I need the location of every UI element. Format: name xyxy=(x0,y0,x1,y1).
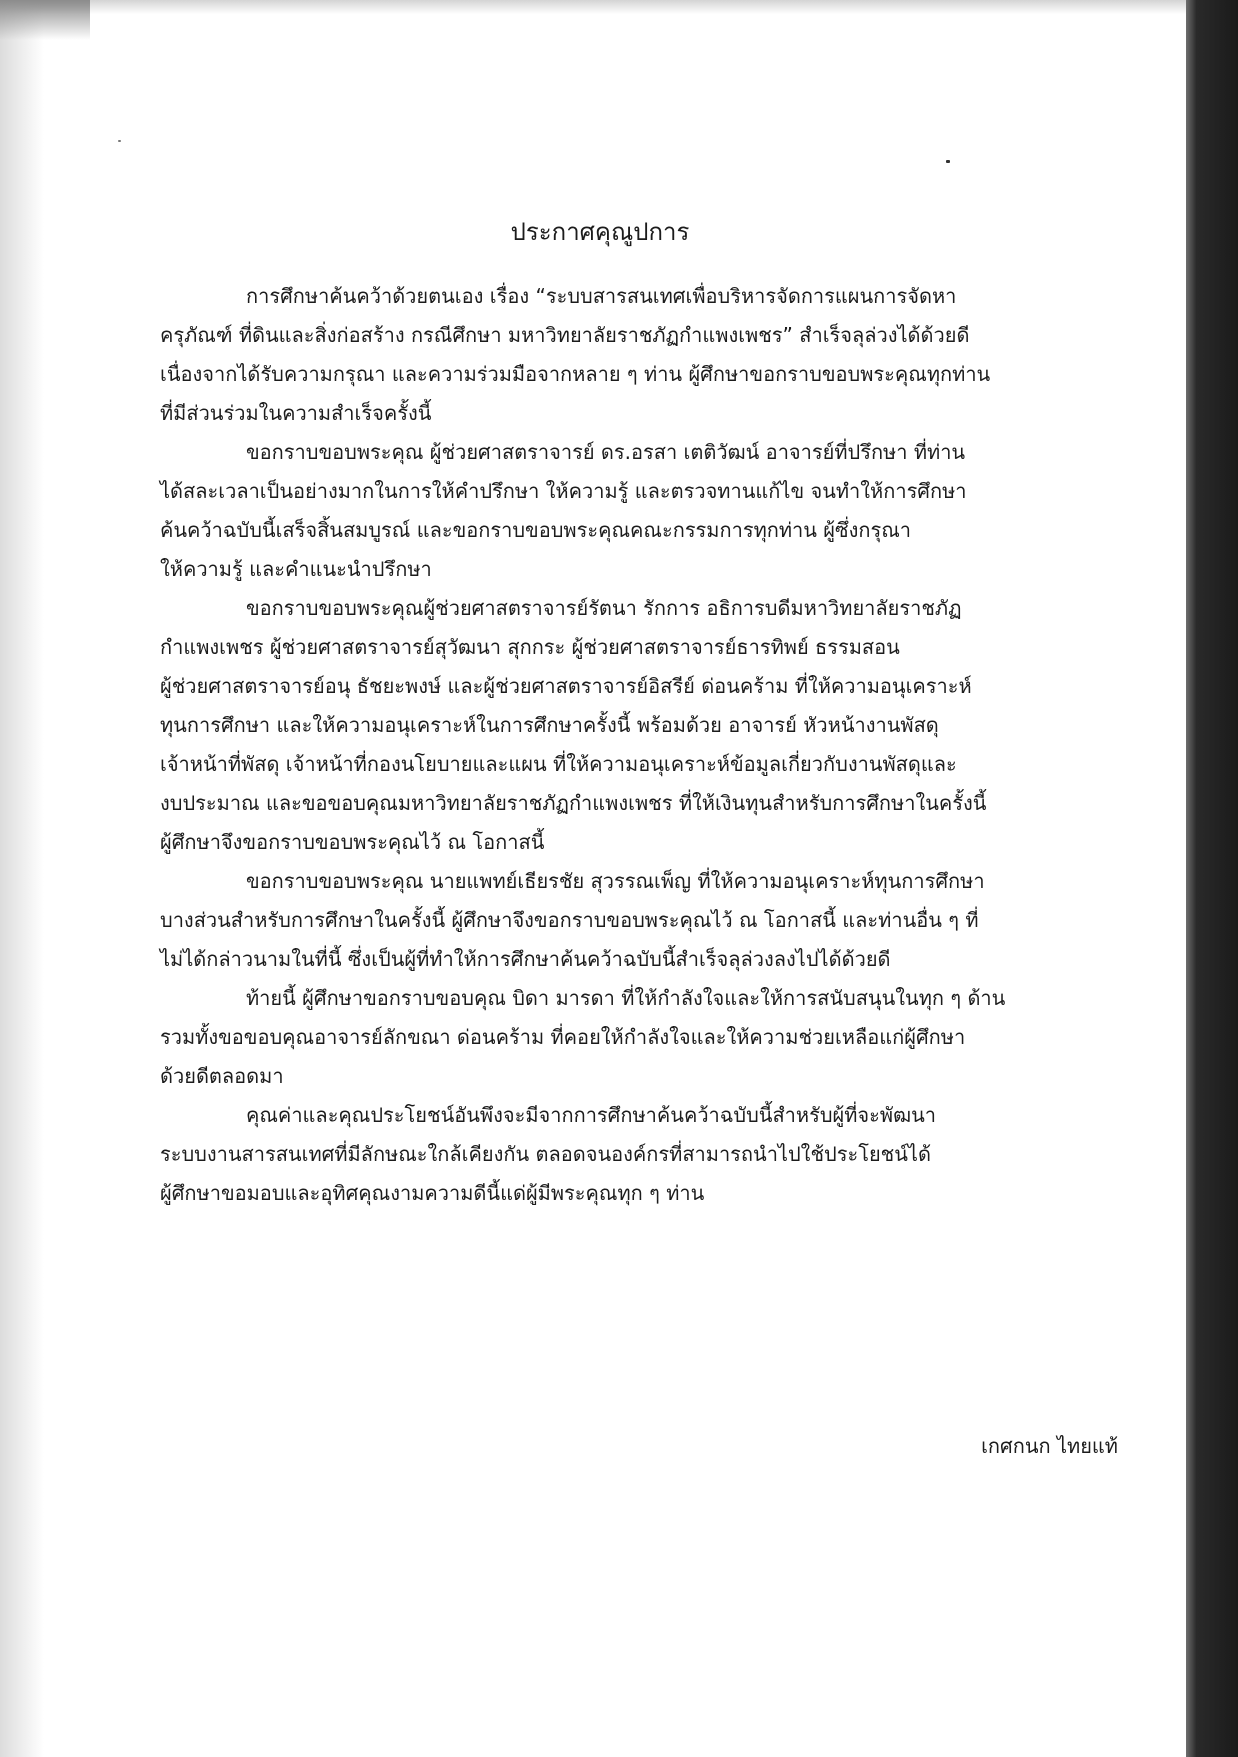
text-line: งบประมาณ และขอขอบคุณมหาวิทยาลัยราชภัฏกำแพงเพชร ที่ให้เงินทุนสำหรับการศึกษาในครั้งนี้ xyxy=(160,791,987,815)
paragraph-sponsor xyxy=(160,862,1040,979)
text-line: ทุนการศึกษา และให้ความอนุเคราะห์ในการศึกษาครั้งนี้ พร้อมด้วย อาจารย์ หัวหน้างานพัสดุ xyxy=(160,713,939,737)
text-line: ขอกราบขอบพระคุณ ผู้ช่วยศาสตราจารย์ ดร.อรสา เตติวัฒน์ อาจารย์ที่ปรึกษา ที่ท่าน xyxy=(246,440,966,464)
text-line: ด้วยดีตลอดมา xyxy=(160,1064,284,1088)
document-body xyxy=(160,212,1040,1213)
text-line: ท้ายนี้ ผู้ศึกษาขอกราบขอบคุณ บิดา มารดา ที่ให้กำลังใจและให้การสนับสนุนในทุก ๆ ด้าน xyxy=(246,986,1006,1010)
scan-speck xyxy=(946,160,950,163)
paragraph-dedication xyxy=(160,1096,1040,1213)
scan-shadow-left xyxy=(0,0,44,1757)
text-line: ระบบงานสารสนเทศที่มีลักษณะใกล้เคียงกัน ตลอดจนองค์กรที่สามารถนำไปใช้ประโยชน์ได้ xyxy=(160,1142,931,1166)
text-line: ให้ความรู้ และคำแนะนำปรึกษา xyxy=(160,557,432,581)
paragraph-intro xyxy=(160,277,1040,433)
text-line: ขอกราบขอบพระคุณ นายแพทย์เธียรชัย สุวรรณเพ็ญ ที่ให้ความอนุเคราะห์ทุนการศึกษา xyxy=(246,869,985,893)
scan-binding-edge xyxy=(1186,0,1238,1757)
text-line: เนื่องจากได้รับความกรุณา และความร่วมมือจากหลาย ๆ ท่าน ผู้ศึกษาขอกราบขอบพระคุณทุกท่าน xyxy=(160,362,991,386)
scan-shadow-corner xyxy=(0,0,90,40)
text-line: การศึกษาค้นคว้าด้วยตนเอง เรื่อง “ระบบสารสนเทศเพื่อบริหารจัดการแผนการจัดหา xyxy=(246,284,957,308)
text-line: คุณค่าและคุณประโยชน์อันพึงจะมีจากการศึกษาค้นคว้าฉบับนี้สำหรับผู้ที่จะพัฒนา xyxy=(246,1103,937,1127)
text-line: เจ้าหน้าที่พัสดุ เจ้าหน้าที่กองนโยบายและแผน ที่ให้ความอนุเคราะห์ข้อมูลเกี่ยวกับงานพัสดุและ xyxy=(160,752,957,776)
scan-shadow-top xyxy=(0,0,1186,14)
text-line: ผู้ศึกษาขอมอบและอุทิศคุณงามความดีนี้แด่ผู้มีพระคุณทุก ๆ ท่าน xyxy=(160,1181,705,1205)
paragraph-university xyxy=(160,589,1040,862)
text-line: ผู้ช่วยศาสตราจารย์อนุ ธัชยะพงษ์ และผู้ช่วยศาสตราจารย์อิสรีย์ ด่อนคร้าม ที่ให้ความอนุเคราะห์ xyxy=(160,674,972,698)
text-line: รวมทั้งขอขอบคุณอาจารย์ลักขณา ด่อนคร้าม ที่คอยให้กำลังใจและให้ความช่วยเหลือแก่ผู้ศึกษา xyxy=(160,1025,966,1049)
text-line: ผู้ศึกษาจึงขอกราบขอบพระคุณไว้ ณ โอกาสนี้ xyxy=(160,830,545,854)
paragraph-family xyxy=(160,979,1040,1096)
text-line: ค้นคว้าฉบับนี้เสร็จสิ้นสมบูรณ์ และขอกราบขอบพระคุณคณะกรรมการทุกท่าน ผู้ซึ่งกรุณา xyxy=(160,518,911,542)
author-signature: เกศกนก ไทยแท้ xyxy=(981,1434,1118,1458)
page-title: ประกาศคุณูปการ xyxy=(510,218,690,246)
text-line: ที่มีส่วนร่วมในความสำเร็จครั้งนี้ xyxy=(160,401,432,425)
text-line: ไม่ได้กล่าวนามในที่นี้ ซึ่งเป็นผู้ที่ทำให้การศึกษาค้นคว้าฉบับนี้สำเร็จลุล่วงลงไปได้ด้วยดี xyxy=(160,947,891,971)
text-line: ขอกราบขอบพระคุณผู้ช่วยศาสตราจารย์รัตนา รักการ อธิการบดีมหาวิทยาลัยราชภัฏ xyxy=(246,596,962,620)
scan-speck xyxy=(118,140,121,142)
paragraph-advisor xyxy=(160,433,1040,589)
text-line: ครุภัณฑ์ ที่ดินและสิ่งก่อสร้าง กรณีศึกษา มหาวิทยาลัยราชภัฏกำแพงเพชร” สำเร็จลุล่วงได้ด้วยดี xyxy=(160,323,970,347)
text-line: ได้สละเวลาเป็นอย่างมากในการให้คำปรึกษา ให้ความรู้ และตรวจทานแก้ไข จนทำให้การศึกษา xyxy=(160,479,967,503)
text-line: บางส่วนสำหรับการศึกษาในครั้งนี้ ผู้ศึกษาจึงขอกราบขอบพระคุณไว้ ณ โอกาสนี้ และท่านอื่น ๆ ที่ xyxy=(160,908,979,932)
text-line: กำแพงเพชร ผู้ช่วยศาสตราจารย์สุวัฒนา สุกกระ ผู้ช่วยศาสตราจารย์ธารทิพย์ ธรรมสอน xyxy=(160,635,900,659)
